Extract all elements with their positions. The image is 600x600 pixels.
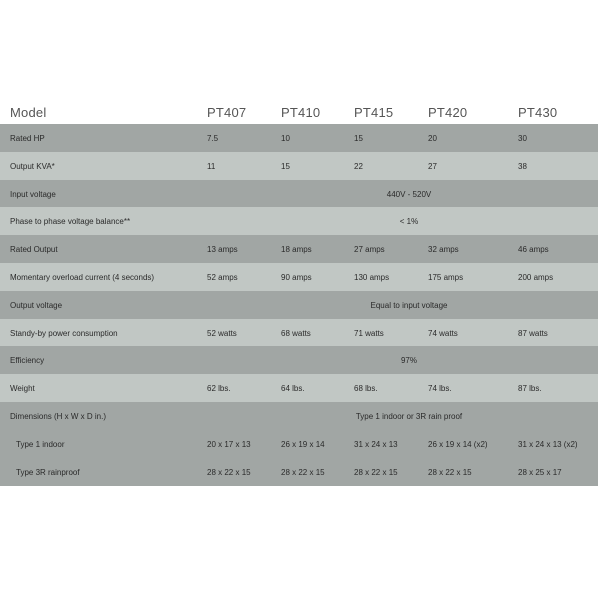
model-pt420-header: PT420 <box>428 105 468 120</box>
spec-row-output-kva <box>0 152 598 180</box>
spec-row-type1-indoor <box>0 430 598 458</box>
row-label: Standy-by power consumption <box>10 329 118 338</box>
table-cell: 27 <box>428 162 437 171</box>
table-cell: 68 lbs. <box>354 384 378 393</box>
row-label: Output voltage <box>10 301 63 310</box>
row-label: Rated HP <box>10 134 45 143</box>
table-cell: 87 lbs. <box>518 384 542 393</box>
table-cell: 26 x 19 x 14 <box>281 440 325 449</box>
table-cell: 46 amps <box>518 245 549 254</box>
spec-row-type3r-rainproof <box>0 458 598 486</box>
model-pt415-header: PT415 <box>354 105 394 120</box>
spec-row-input-voltage <box>0 180 598 208</box>
table-cell: 90 amps <box>281 273 312 282</box>
table-cell: 15 <box>281 162 290 171</box>
row-label: Type 3R rainproof <box>16 468 80 477</box>
row-label: Phase to phase voltage balance** <box>10 217 131 226</box>
spec-table-header <box>0 97 598 124</box>
table-cell: 10 <box>281 134 290 143</box>
model-pt410-header: PT410 <box>281 105 321 120</box>
spanned-cell: Type 1 indoor or 3R rain proof <box>355 412 463 421</box>
table-cell: 87 watts <box>518 329 548 338</box>
spec-row-weight <box>0 374 598 402</box>
table-cell: 13 amps <box>207 245 238 254</box>
table-cell: 32 amps <box>428 245 459 254</box>
table-cell: 52 amps <box>207 273 238 282</box>
spanned-cell: < 1% <box>399 217 419 226</box>
spanned-cell: 97% <box>400 356 417 365</box>
spec-row-voltage-balance <box>0 207 598 235</box>
table-cell: 28 x 22 x 15 <box>354 468 398 477</box>
row-label: Weight <box>10 384 35 393</box>
table-cell: 52 watts <box>207 329 237 338</box>
table-cell: 31 x 24 x 13 <box>354 440 398 449</box>
row-label: Dimensions (H x W x D in.) <box>10 412 107 421</box>
spanned-cell: 440V - 520V <box>386 190 432 199</box>
table-cell: 30 <box>518 134 527 143</box>
table-cell: 18 amps <box>281 245 312 254</box>
row-label: Input voltage <box>10 190 56 199</box>
table-cell: 74 watts <box>428 329 458 338</box>
table-cell: 62 lbs. <box>207 384 231 393</box>
table-cell: 71 watts <box>354 329 384 338</box>
table-cell: 130 amps <box>354 273 390 282</box>
table-cell: 31 x 24 x 13 (x2) <box>518 440 578 449</box>
row-label: Momentary overload current (4 seconds) <box>10 273 155 282</box>
spanned-cell: Equal to input voltage <box>370 301 448 310</box>
spec-row-efficiency <box>0 346 598 374</box>
table-cell: 28 x 22 x 15 <box>207 468 251 477</box>
row-label: Rated Output <box>10 245 58 254</box>
table-cell: 74 lbs. <box>428 384 452 393</box>
spec-row-standby-power <box>0 319 598 347</box>
table-cell: 28 x 22 x 15 <box>428 468 472 477</box>
spec-row-rated-hp <box>0 124 598 152</box>
spec-row-rated-output <box>0 235 598 263</box>
model-pt430-header: PT430 <box>518 105 558 120</box>
spec-row-dimensions <box>0 402 598 430</box>
table-cell: 28 x 25 x 17 <box>518 468 562 477</box>
table-cell: 68 watts <box>281 329 311 338</box>
table-cell: 27 amps <box>354 245 385 254</box>
table-cell: 28 x 22 x 15 <box>281 468 325 477</box>
table-cell: 15 <box>354 134 363 143</box>
spec-row-overload-current <box>0 263 598 291</box>
table-cell: 26 x 19 x 14 (x2) <box>428 440 488 449</box>
table-cell: 175 amps <box>428 273 464 282</box>
model-header-label: Model <box>10 105 47 120</box>
row-label: Efficiency <box>10 356 45 365</box>
table-cell: 20 x 17 x 13 <box>207 440 251 449</box>
spec-row-output-voltage <box>0 291 598 319</box>
table-cell: 38 <box>518 162 527 171</box>
row-label: Type 1 indoor <box>16 440 65 449</box>
row-label: Output KVA* <box>10 162 55 171</box>
table-cell: 200 amps <box>518 273 554 282</box>
table-cell: 64 lbs. <box>281 384 305 393</box>
table-cell: 11 <box>207 162 216 171</box>
model-pt407-header: PT407 <box>207 105 247 120</box>
table-cell: 7.5 <box>207 134 219 143</box>
table-cell: 22 <box>354 162 363 171</box>
table-cell: 20 <box>428 134 437 143</box>
